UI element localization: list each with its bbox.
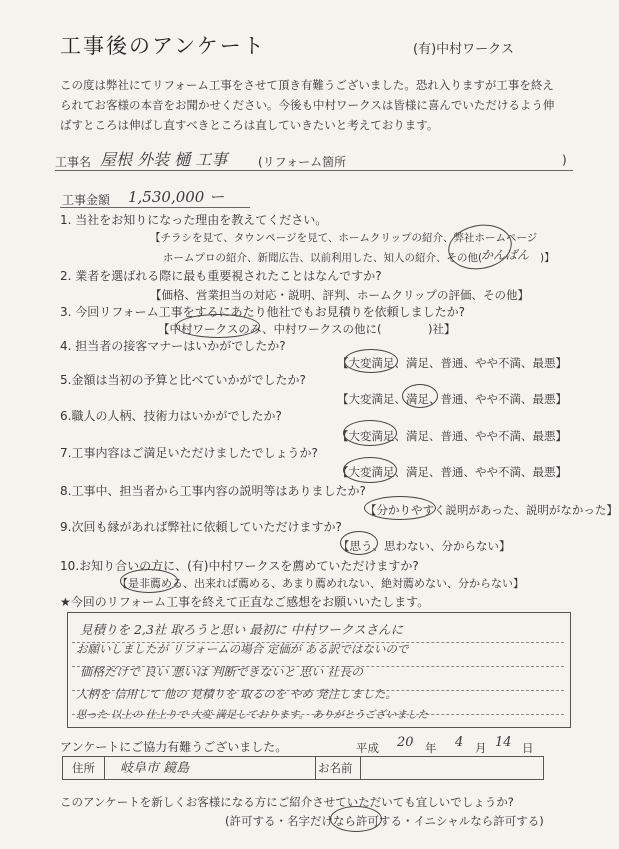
date-month: 4 (455, 735, 464, 750)
work-amount-underline (60, 207, 250, 208)
question-1-options-close: )】 (540, 252, 555, 264)
question-2: 2. 業者を選ばれる際に最も重要視されたことはなんですか? (60, 269, 382, 283)
company-name: (有)中村ワークス (413, 42, 515, 57)
question-8: 8.工事中、担当者から工事内容の説明等はありましたか? (60, 484, 366, 498)
address-label-divider (104, 757, 105, 779)
name-label: お名前 (318, 761, 353, 775)
question-4-options: 【大変満足、満足、普通、やや不満、最悪】 (337, 356, 567, 370)
work-name-label: 工事名 (55, 155, 92, 169)
question-7: 7.工事内容はご満足いただけましたでしょうか? (60, 446, 318, 460)
comment-line-5: 思った 以上の 仕上りで 大変 満足しております。 ありがとうございました (76, 709, 428, 721)
work-location-label: (リフォーム箇所 (258, 155, 347, 169)
question-3-options-close: )社】 (428, 322, 456, 336)
address-value: 岐阜市 鏡島 (120, 761, 190, 776)
work-location-close: ) (562, 153, 567, 167)
question-2-options: 【価格、営業担当の対応・説明、評判、ホームクリップの評価、その他】 (150, 288, 530, 302)
question-7-options: 【大変満足、満足、普通、やや不満、最悪】 (337, 465, 567, 479)
intro-line-1: この度は弊社にてリフォーム工事をさせて頂き有難うございました。恐れ入りますが工事を終え (60, 78, 554, 92)
work-amount-label: 工事金額 (62, 193, 111, 207)
question-5: 5.金額は当初の予算と比べていかがでしたか? (60, 373, 306, 387)
question-3: 3. 今回リフォーム工事をするにあたり他社でもお見積りを依頼しましたか? (60, 305, 466, 319)
permission-question: このアンケートを新しくお客様になる方にご紹介させていただいても宜しいでしょうか? (60, 795, 514, 809)
answer-circle-q4 (344, 349, 398, 373)
question-9-options: 【思う、思わない、分からない】 (338, 539, 511, 553)
intro-line-3: ばすところは伸ばし直すべきところは直していきたいと考えております。 (60, 118, 439, 132)
answer-circle-q8 (364, 496, 436, 520)
question-1: 1. 当社をお知りになった理由を教えてください。 (60, 213, 328, 227)
intro-line-2: られてお客様の本音をお聞かせください。今後も中村ワークスは皆様に喜んでいただけるよう伸 (60, 98, 555, 112)
question-6-options: 【大変満足、満足、普通、やや不満、最悪】 (337, 429, 567, 443)
answer-circle-q6 (343, 420, 397, 446)
name-label-divider-left (315, 757, 316, 779)
question-1-options-line-2: ホームプロの紹介、新聞広告、以前利用した、知人の紹介、その他( (163, 252, 483, 264)
date-day-label: 日 (522, 741, 534, 755)
thanks-text: アンケートにご協力有難うございました。 (60, 740, 288, 754)
work-name-underline (55, 170, 573, 171)
address-label: 住所 (72, 761, 95, 775)
question-10: 10.お知り合いの方に、(有)中村ワークスを薦めていただけますか? (60, 559, 419, 573)
answer-circle-permission (330, 806, 382, 832)
question-1-other-answer: かんばん (481, 248, 530, 262)
date-year-label: 年 (425, 741, 437, 755)
answer-circle-q1 (445, 220, 516, 274)
question-5-options: 【大変満足、満足、普通、やや不満、最悪】 (337, 392, 567, 406)
name-label-divider-right (360, 757, 361, 779)
answer-circle-q10 (120, 569, 178, 593)
comment-line-2: お願いしましたが リフォームの場合 定価が ある訳ではないので (76, 642, 409, 656)
date-month-label: 月 (475, 741, 487, 755)
comment-line-3: 価格だけで 良い 悪いは 判断できないと 思い 社長の (80, 665, 364, 679)
work-amount-value: 1,530,000 ー (128, 188, 225, 206)
answer-circle-q5 (402, 384, 438, 408)
answer-circle-q3 (176, 314, 260, 338)
question-8-options: 【分かりやすく説明があった、説明がなかった】 (365, 503, 618, 517)
question-6: 6.職人の人柄、技術力はいかがでしたか? (60, 409, 282, 423)
work-name-value: 屋根 外装 樋 工事 (100, 150, 228, 169)
date-day: 14 (495, 735, 512, 750)
comment-line-1: 見積りを 2,3社 取ろうと思い 最初に 中村ワークスさんに (80, 622, 404, 637)
answer-circle-q9 (340, 531, 378, 555)
question-10-options: 【是非薦める、出来れば薦める、あまり薦めれない、絶対薦めない、分からない】 (117, 577, 524, 590)
question-1-options-line-1: 【チラシを見て、タウンページを見て、ホームクリップの紹介、弊社ホームページ (150, 232, 538, 244)
question-9: 9.次回も縁があれば弊社に依頼していただけますか? (60, 520, 342, 534)
answer-circle-q7 (343, 457, 397, 483)
page-title: 工事後のアンケート (60, 34, 266, 58)
impression-prompt: ★今回のリフォーム工事を終えて正直なご感想をお願いいたします。 (60, 595, 430, 609)
permission-options: (許可する・名字だけなら許可する・イニシャルなら許可する) (225, 814, 544, 828)
question-4: 4. 担当者の接客マナーはいかがでしたか? (60, 339, 286, 353)
question-3-options: 【中村ワークスのみ、中村ワークスの他に( (158, 322, 382, 336)
date-year: 20 (397, 735, 414, 750)
date-era: 平成 (356, 741, 379, 755)
comment-line-4: 人柄を 信用して 他の 見積りを 取るのを やめ 発注しました。 (76, 687, 397, 701)
